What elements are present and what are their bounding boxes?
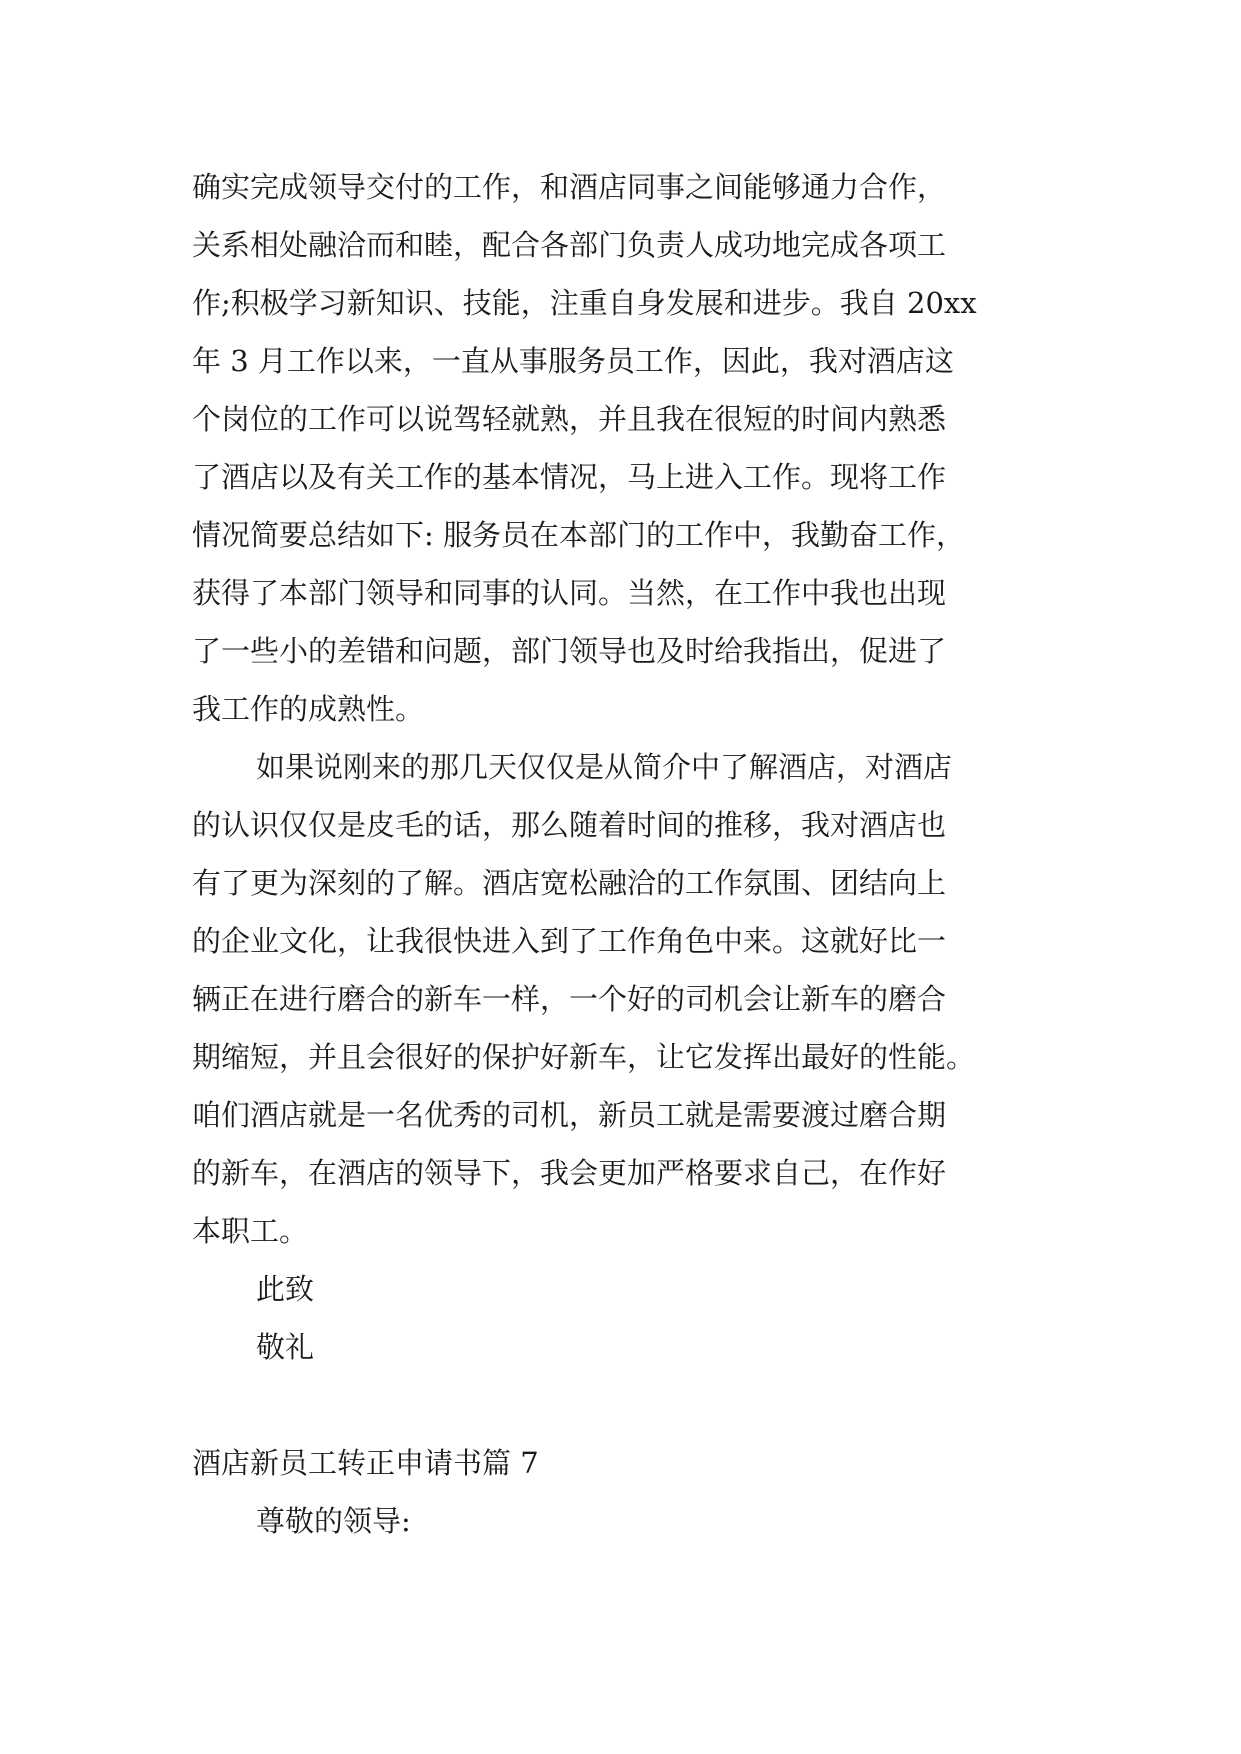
paragraph-2 xyxy=(192,738,1072,1260)
text-line: 了酒店以及有关工作的基本情况，马上进入工作。现将工作 xyxy=(192,460,947,494)
text-line: 期缩短，并且会很好的保护好新车，让它发挥出最好的性能。 xyxy=(192,1040,976,1074)
text-line: 我工作的成熟性。 xyxy=(192,692,425,726)
text-line: 获得了本部门领导和同事的认同。当然，在工作中我也出现 xyxy=(192,576,947,610)
closing-salute: 敬礼 xyxy=(256,1330,315,1364)
text-line: 有了更为深刻的了解。酒店宽松融洽的工作氛围、团结向上 xyxy=(192,866,947,900)
text-line: 确实完成领导交付的工作，和酒店同事之间能够通力合作， xyxy=(192,170,947,204)
text-line: 关系相处融洽而和睦，配合各部门负责人成功地完成各项工 xyxy=(192,228,947,262)
text-line: 的新车，在酒店的领导下，我会更加严格要求自己，在作好 xyxy=(192,1156,947,1190)
text-line: 本职工。 xyxy=(192,1214,309,1248)
closing-greeting: 此致 xyxy=(256,1272,315,1306)
text-line: 的企业文化，让我很快进入到了工作角色中来。这就好比一 xyxy=(192,924,947,958)
spacer xyxy=(192,1376,1072,1434)
document-body xyxy=(192,158,1072,1550)
text-line: 情况简要总结如下: 服务员在本部门的工作中，我勤奋工作， xyxy=(192,518,965,552)
text-line: 作;积极学习新知识、技能，注重自身发展和进步。我自 20xx xyxy=(192,286,977,320)
text-line-indented: 如果说刚来的那几天仅仅是从简介中了解酒店，对酒店 xyxy=(256,750,953,784)
paragraph-1 xyxy=(192,158,1072,738)
salutation: 尊敬的领导: xyxy=(256,1504,411,1538)
text-line: 个岗位的工作可以说驾轻就熟，并且我在很短的时间内熟悉 xyxy=(192,402,947,436)
text-line: 辆正在进行磨合的新车一样，一个好的司机会让新车的磨合 xyxy=(192,982,947,1016)
text-line: 了一些小的差错和问题，部门领导也及时给我指出，促进了 xyxy=(192,634,947,668)
section-title: 酒店新员工转正申请书篇 7 xyxy=(192,1446,539,1480)
text-line: 年 3 月工作以来，一直从事服务员工作，因此，我对酒店这 xyxy=(192,344,954,378)
text-line: 的认识仅仅是皮毛的话，那么随着时间的推移，我对酒店也 xyxy=(192,808,947,842)
text-line: 咱们酒店就是一名优秀的司机，新员工就是需要渡过磨合期 xyxy=(192,1098,947,1132)
